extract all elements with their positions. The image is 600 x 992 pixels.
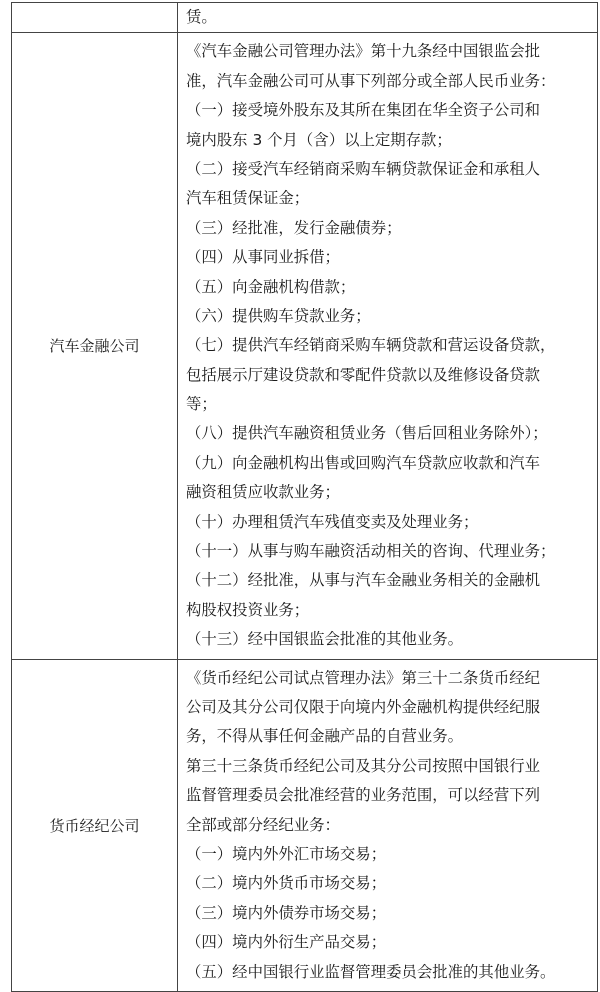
regulation-table	[11, 2, 598, 992]
row-content-auto-finance	[178, 33, 598, 659]
text-line: 融资租赁应收款业务；	[186, 483, 340, 502]
text-line: （二）接受汽车经销商采购车辆贷款保证金和承租人	[186, 159, 540, 178]
text-line: 全部或部分经纪业务：	[186, 815, 340, 834]
text-line: （一）境内外外汇市场交易；	[186, 844, 387, 863]
content-lines	[186, 664, 591, 987]
text-line: 公司及其分公司仅限于向境内外金融机构提供经纪服	[186, 697, 540, 716]
row-label-empty	[12, 3, 178, 33]
text-line: 赁。	[186, 8, 217, 26]
text-line: （四）从事同业拆借；	[186, 248, 340, 267]
text-line: 准，汽车金融公司可从事下列部分或全部人民币业务：	[186, 71, 556, 90]
text-line: （六）提供购车贷款业务；	[186, 306, 371, 325]
text-line: 监督管理委员会批准经营的业务范围，可以经营下列	[186, 786, 540, 805]
text-line: （五）经中国银行业监督管理委员会批准的其他业务。	[186, 962, 556, 981]
text-line: 《货币经纪公司试点管理办法》第三十二条货币经纪	[186, 668, 540, 687]
content-lines	[186, 3, 591, 32]
text-line: （三）境内外债券市场交易；	[186, 903, 387, 922]
text-line: （五）向金融机构借款；	[186, 277, 356, 296]
content-lines	[186, 37, 591, 654]
row-content-money-broker	[178, 659, 598, 991]
text-line: 构股权投资业务；	[186, 600, 310, 619]
text-line: （一）接受境外股东及其所在集团在华全资子公司和	[186, 101, 540, 120]
text-line: 包括展示厅建设贷款和零配件贷款以及维修设备贷款	[186, 365, 540, 384]
text-line: 境内股东 3 个月（含）以上定期存款；	[186, 130, 452, 149]
text-line: 第三十三条货币经纪公司及其分公司按照中国银行业	[186, 756, 540, 775]
text-line: （九）向金融机构出售或回购汽车贷款应收款和汽车	[186, 453, 540, 472]
text-line: （十）办理租赁汽车残值变卖及处理业务；	[186, 512, 479, 531]
row-label-money-broker: 货币经纪公司	[12, 659, 178, 991]
text-line: （十一）从事与购车融资活动相关的咨询、代理业务；	[186, 542, 556, 561]
text-line: （四）境内外衍生产品交易；	[186, 933, 387, 952]
row-content-continued	[178, 3, 598, 33]
table-row-continued	[12, 3, 598, 33]
text-line: （八）提供汽车融资租赁业务（售后回租业务除外）；	[186, 424, 548, 443]
text-line: （十二）经批准，从事与汽车金融业务相关的金融机	[186, 571, 540, 590]
text-line: （七）提供汽车经销商采购车辆贷款和营运设备贷款，	[186, 336, 556, 355]
table-row-auto-finance	[12, 33, 598, 659]
text-line: （二）境内外货币市场交易；	[186, 874, 387, 893]
row-label-auto-finance: 汽车金融公司	[12, 33, 178, 659]
text-line: 务，不得从事任何金融产品的自营业务。	[186, 727, 464, 746]
text-line: （十三）经中国银监会批准的其他业务。	[186, 630, 464, 649]
table-row-money-broker	[12, 659, 598, 991]
text-line: 汽车租赁保证金；	[186, 189, 310, 208]
text-line: 《汽车金融公司管理办法》第十九条经中国银监会批	[186, 42, 540, 61]
text-line: 等；	[186, 395, 217, 414]
text-line: （三）经批准，发行金融债券；	[186, 218, 402, 237]
